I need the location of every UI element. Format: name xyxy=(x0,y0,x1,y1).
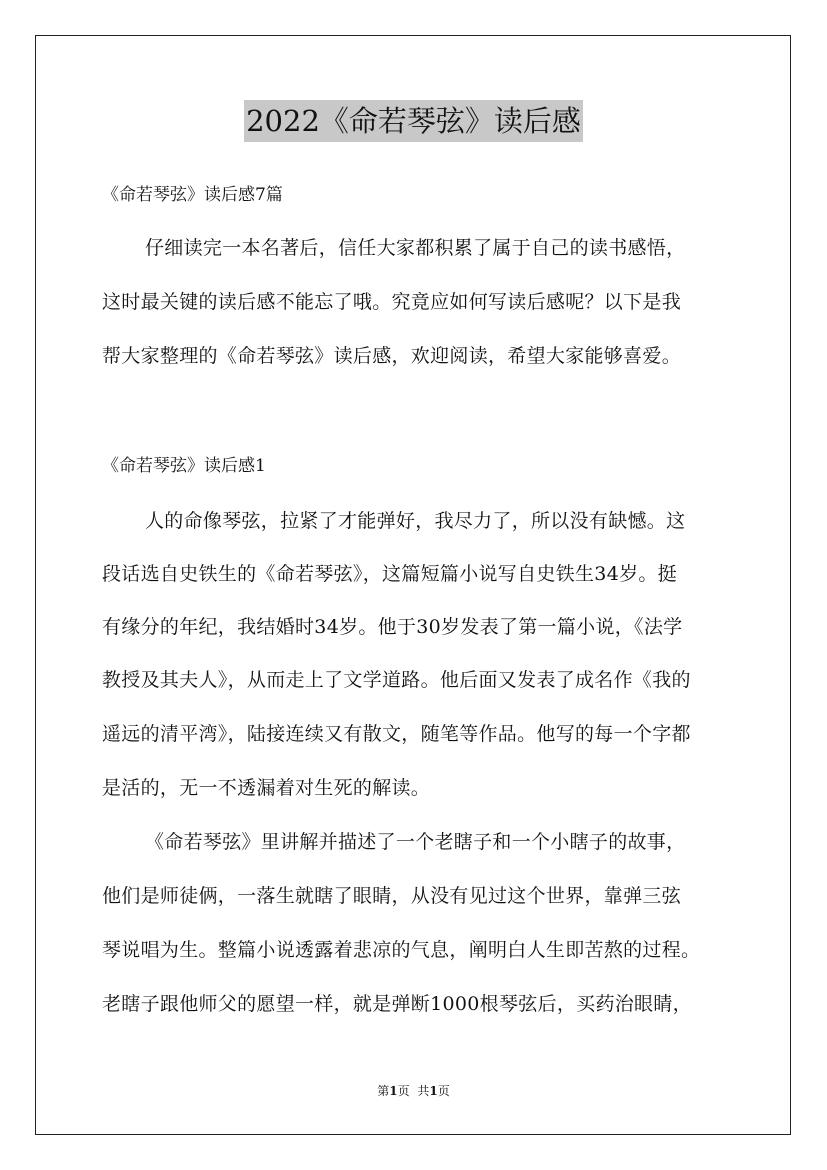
paragraph-line: 他们是师徒俩，一落生就瞎了眼睛，从没有见过这个世界，靠弹三弦 xyxy=(102,885,682,907)
paragraph-line: 琴说唱为生。整篇小说透露着悲凉的气息，阐明白人生即苦熬的过程。 xyxy=(102,939,701,961)
document-title-wrapper xyxy=(0,100,827,142)
footer-total-prefix: 共 xyxy=(417,1084,430,1098)
intro-line: 这时最关键的读后感不能忘了哦。究竟应如何写读后感呢？以下是我 xyxy=(102,291,682,313)
paragraph-line: 是活的，无一不透漏着对生死的解读。 xyxy=(102,777,431,799)
paragraph-line: 老瞎子跟他师父的愿望一样，就是弹断1000根琴弦后，买药治眼睛， xyxy=(102,993,692,1015)
intro-line: 帮大家整理的《命若琴弦》读后感，欢迎阅读，希望大家能够喜爱。 xyxy=(102,345,682,367)
document-subtitle: 《命若琴弦》读后感7篇 xyxy=(102,185,283,205)
paragraph-line: 有缘分的年纪，我结婚时34岁。他于30岁发表了第一篇小说，《法学 xyxy=(102,616,683,638)
paragraph-line: 《命若琴弦》里讲解并描述了一个老瞎子和一个小瞎子的故事， xyxy=(145,831,686,853)
paragraph-line: 段话选自史铁生的《命若琴弦》，这篇短篇小说写自史铁生34岁。挺 xyxy=(102,563,677,585)
page-footer xyxy=(0,1083,827,1099)
footer-page-prefix: 第 xyxy=(377,1084,390,1098)
intro-line: 仔细读完一本名著后，信任大家都积累了属于自己的读书感悟， xyxy=(145,237,686,259)
paragraph-line: 教授及其夫人》，从而走上了文学道路。他后面又发表了成名作《我的 xyxy=(102,669,691,691)
paragraph-line: 人的命像琴弦，拉紧了才能弹好，我尽力了，所以没有缺憾。这 xyxy=(145,510,686,532)
paragraph-line: 遥远的清平湾》，陆接连续又有散文，随笔等作品。他写的每一个字都 xyxy=(102,723,691,745)
section-heading: 《命若琴弦》读后感1 xyxy=(102,456,266,476)
document-title: 2022《命若琴弦》读后感 xyxy=(244,100,583,142)
footer-page-number: 1 xyxy=(389,1084,398,1098)
footer-total-number: 1 xyxy=(429,1084,438,1098)
footer-page-suffix: 页 xyxy=(397,1084,410,1098)
footer-total-suffix: 页 xyxy=(437,1084,450,1098)
